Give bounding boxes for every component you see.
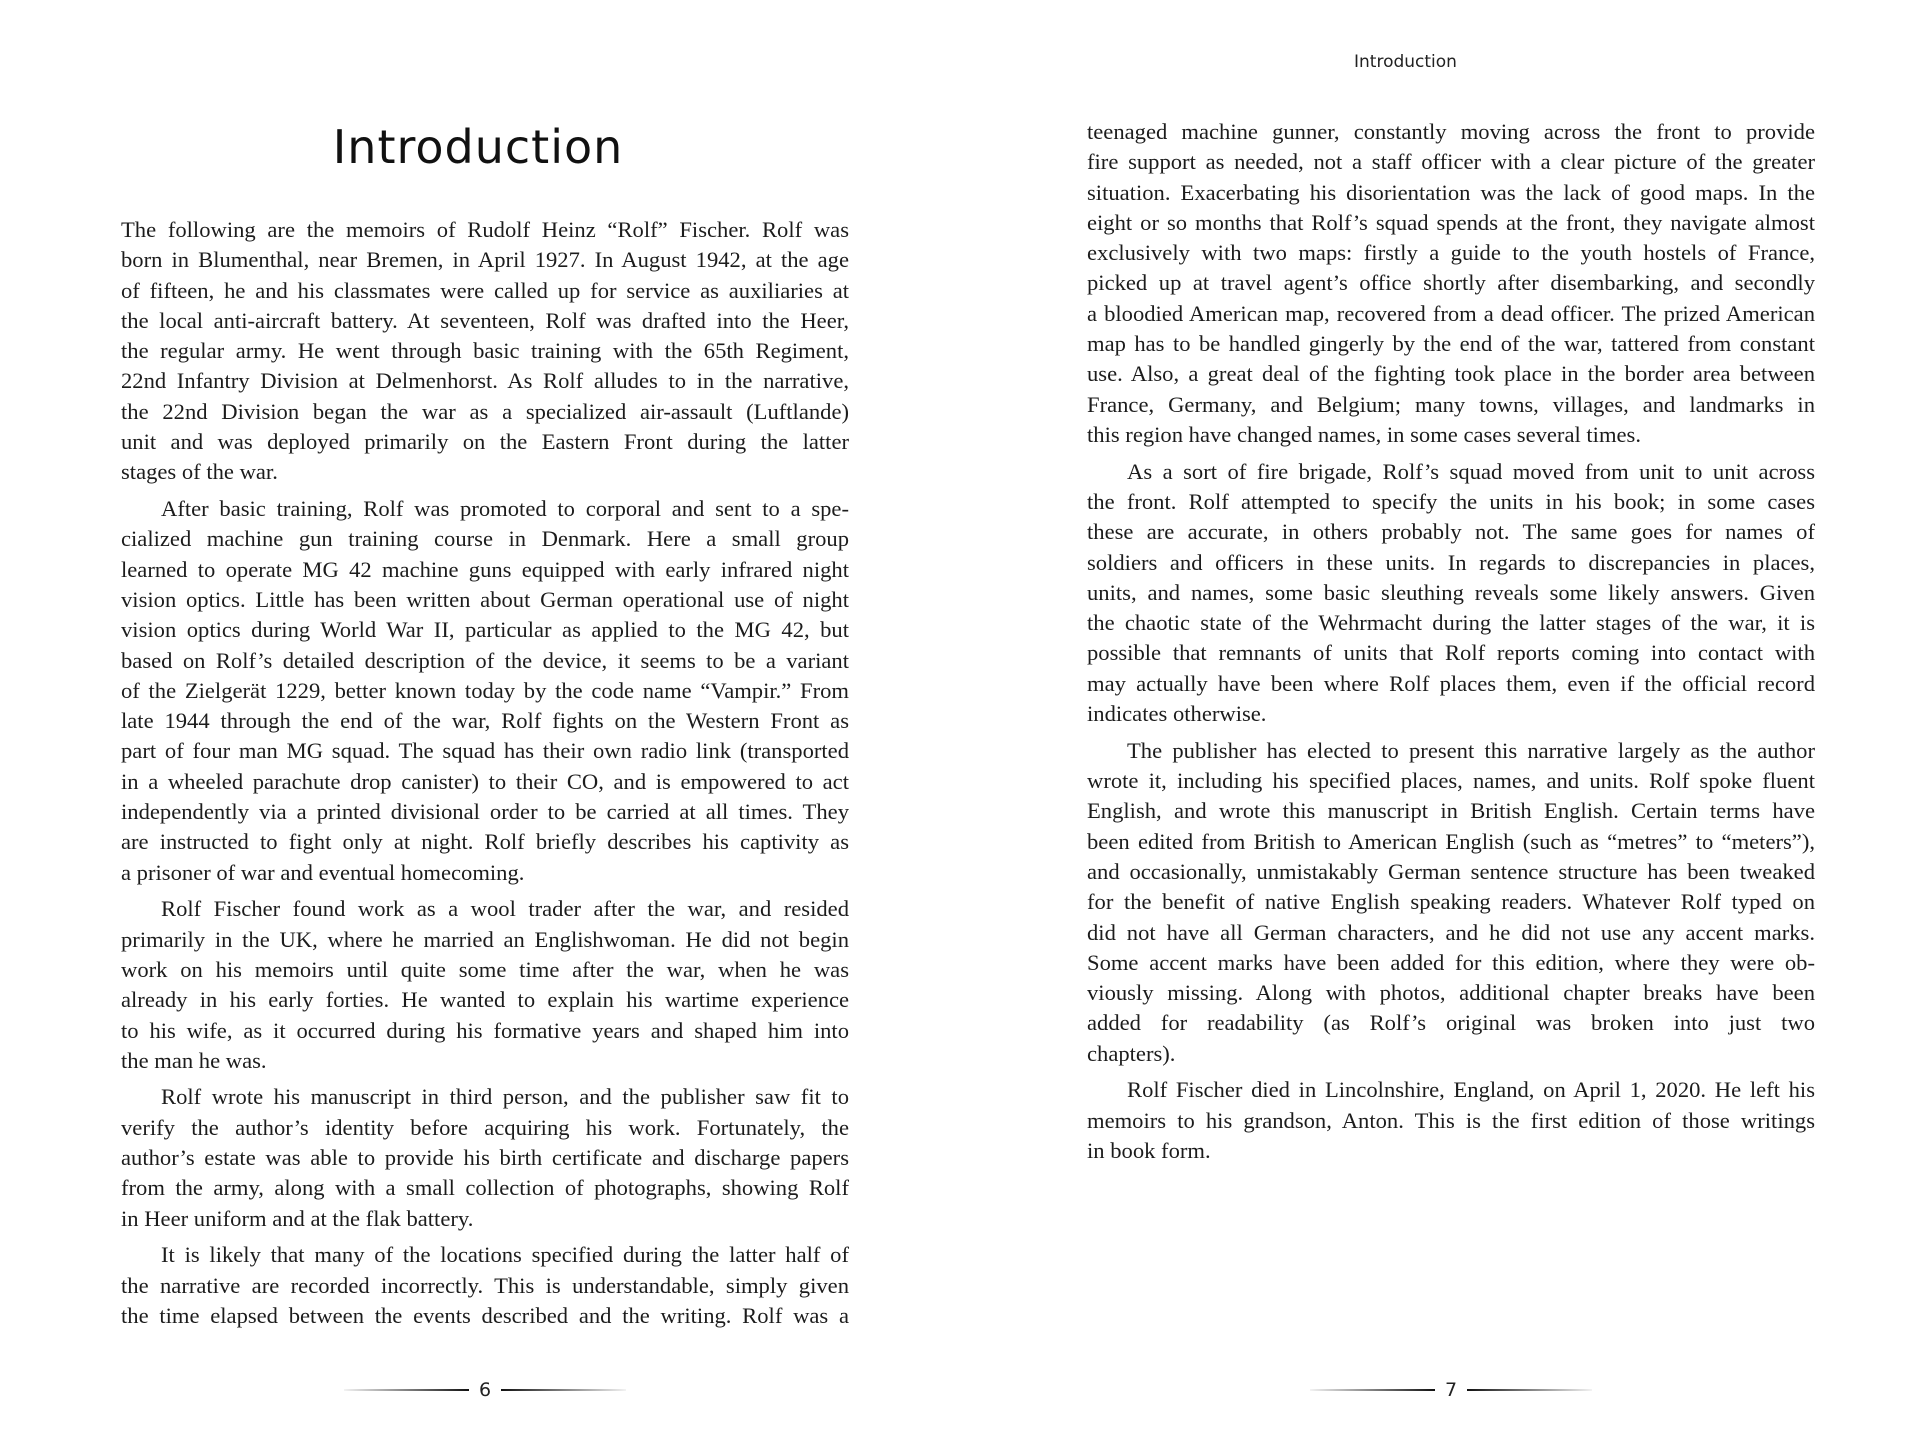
paragraph bbox=[1087, 736, 1815, 1069]
text-line: English, and wrote this manuscript in British English. Certain terms have bbox=[1087, 798, 1815, 824]
text-line: After basic training, Rolf was promoted to corporal and sent to a spe- bbox=[161, 496, 849, 522]
text-line: did not have all German characters, and he did not use any accent marks. bbox=[1087, 919, 1815, 945]
text-line: As a sort of fire brigade, Rolf’s squad moved from unit to unit across bbox=[1127, 458, 1815, 484]
text-line: the narrative are recorded incorrectly. This is understandable, simply given bbox=[121, 1272, 849, 1298]
page-footer bbox=[340, 1378, 630, 1402]
text-line: stages of the war. bbox=[121, 459, 278, 485]
paragraph bbox=[121, 215, 849, 488]
text-line: the front. Rolf attempted to specify the units in his book; in some cases bbox=[1087, 488, 1815, 514]
text-line: a bloodied American map, recovered from a dead officer. The prized American bbox=[1087, 300, 1815, 326]
text-line: of fifteen, he and his classmates were called up for service as auxiliaries at bbox=[121, 277, 849, 303]
left-page-body bbox=[121, 215, 849, 1338]
text-line: The publisher has elected to present this narrative largely as the author bbox=[1127, 737, 1815, 763]
text-line: born in Blumenthal, near Bremen, in April 1927. In August 1942, at the age bbox=[121, 247, 849, 273]
text-line: a prisoner of war and eventual homecoming. bbox=[121, 859, 525, 885]
text-line: vision optics. Little has been written about German operational use of night bbox=[121, 586, 849, 612]
page-number: 6 bbox=[478, 1379, 492, 1401]
footer-rule-right bbox=[501, 1389, 626, 1391]
text-line: viously missing. Along with photos, additional chapter breaks have been bbox=[1087, 980, 1815, 1006]
page-number: 7 bbox=[1444, 1379, 1458, 1401]
text-line: may actually have been where Rolf places them, even if the official record bbox=[1087, 670, 1815, 696]
text-line: units, and names, some basic sleuthing reveals some likely answers. Given bbox=[1087, 579, 1815, 605]
text-line: use. Also, a great deal of the fighting took place in the border area between bbox=[1087, 361, 1815, 387]
text-line: in a wheeled parachute drop canister) to their CO, and is empowered to act bbox=[121, 768, 849, 794]
text-line: vision optics during World War II, particular as applied to the MG 42, but bbox=[121, 617, 849, 643]
paragraph bbox=[1087, 117, 1815, 450]
text-line: unit and was deployed primarily on the Eastern Front during the latter bbox=[121, 429, 849, 455]
text-line: Some accent marks have been added for this edition, where they were ob- bbox=[1087, 949, 1815, 975]
footer-rule-right bbox=[1467, 1389, 1592, 1391]
text-line: based on Rolf’s detailed description of the device, it seems to be a variant bbox=[121, 647, 849, 673]
footer-rule-left bbox=[1310, 1389, 1435, 1391]
text-line: author’s estate was able to provide his birth certificate and discharge papers bbox=[121, 1145, 849, 1171]
text-line: independently via a printed divisional order to be carried at all times. They bbox=[121, 799, 849, 825]
text-line: in Heer uniform and at the flak battery. bbox=[121, 1205, 474, 1231]
text-line: been edited from British to American English (such as “metres” to “meters”), bbox=[1087, 828, 1815, 854]
running-head: Introduction bbox=[1354, 52, 1457, 72]
text-line: soldiers and officers in these units. In regards to discrepancies in places, bbox=[1087, 549, 1815, 575]
paragraph bbox=[1087, 457, 1815, 730]
footer-rule-left bbox=[344, 1389, 469, 1391]
text-line: in book form. bbox=[1087, 1137, 1211, 1163]
text-line: indicates otherwise. bbox=[1087, 701, 1267, 727]
text-line: added for readability (as Rolf’s original was broken into just two bbox=[1087, 1010, 1815, 1036]
text-line: the chaotic state of the Wehrmacht during the latter stages of the war, it is bbox=[1087, 610, 1815, 636]
text-line: are instructed to fight only at night. Rolf briefly describes his captivity as bbox=[121, 829, 849, 855]
text-line: verify the author’s identity before acquiring his work. Fortunately, the bbox=[121, 1114, 849, 1140]
text-line: picked up at travel agent’s office shortly after disembarking, and secondly bbox=[1087, 270, 1815, 296]
text-line: to his wife, as it occurred during his formative years and shaped him into bbox=[121, 1017, 849, 1043]
text-line: primarily in the UK, where he married an Englishwoman. He did not begin bbox=[121, 926, 849, 952]
text-line: late 1944 through the end of the war, Rolf fights on the Western Front as bbox=[121, 708, 849, 734]
chapter-title: Introduction bbox=[332, 120, 624, 174]
text-line: fire support as needed, not a staff officer with a clear picture of the greater bbox=[1087, 149, 1815, 175]
page-footer bbox=[1306, 1378, 1596, 1402]
text-line: the local anti-aircraft battery. At seventeen, Rolf was drafted into the Heer, bbox=[121, 307, 849, 333]
text-line: teenaged machine gunner, constantly moving across the front to provide bbox=[1087, 119, 1815, 144]
text-line: cialized machine gun training course in Denmark. Here a small group bbox=[121, 526, 849, 552]
text-line: 22nd Infantry Division at Delmenhorst. As Rolf alludes to in the narrative, bbox=[121, 368, 849, 394]
right-page bbox=[960, 0, 1920, 1440]
text-line: the 22nd Division began the war as a specialized air-assault (Luftlande) bbox=[121, 398, 849, 424]
right-page-body bbox=[1087, 117, 1815, 1173]
text-line: and occasionally, unmistakably German sentence structure has been tweaked bbox=[1087, 858, 1815, 884]
paragraph bbox=[121, 494, 849, 888]
text-line: map has to be handled gingerly by the end of the war, tattered from constant bbox=[1087, 331, 1815, 357]
text-line: eight or so months that Rolf’s squad spends at the front, they navigate almost bbox=[1087, 209, 1815, 235]
text-line: work on his memoirs until quite some time after the war, when he was bbox=[121, 956, 849, 982]
paragraph bbox=[121, 1082, 849, 1233]
text-line: the man he was. bbox=[121, 1047, 267, 1073]
text-line: this region have changed names, in some cases several times. bbox=[1087, 421, 1641, 447]
text-line: chapters). bbox=[1087, 1040, 1176, 1066]
text-line: Rolf Fischer found work as a wool trader after the war, and resided bbox=[161, 896, 849, 922]
text-line: learned to operate MG 42 machine guns equipped with early infrared night bbox=[121, 556, 849, 582]
text-line: It is likely that many of the locations specified during the latter half of bbox=[161, 1242, 849, 1268]
text-line: already in his early forties. He wanted to explain his wartime experience bbox=[121, 987, 849, 1013]
text-line: situation. Exacerbating his disorientation was the lack of good maps. In the bbox=[1087, 179, 1815, 205]
paragraph bbox=[121, 1240, 849, 1331]
text-line: from the army, along with a small collection of photographs, showing Rolf bbox=[121, 1175, 849, 1201]
text-line: France, Germany, and Belgium; many towns, villages, and landmarks in bbox=[1087, 391, 1815, 417]
paragraph bbox=[1087, 1075, 1815, 1166]
text-line: The following are the memoirs of Rudolf Heinz “Rolf” Fischer. Rolf was bbox=[121, 217, 849, 242]
text-line: exclusively with two maps: firstly a guide to the youth hostels of France, bbox=[1087, 240, 1815, 266]
paragraph bbox=[121, 894, 849, 1076]
text-line: memoirs to his grandson, Anton. This is the first edition of those writings bbox=[1087, 1107, 1815, 1133]
text-line: the regular army. He went through basic training with the 65th Regiment, bbox=[121, 338, 849, 364]
text-line: the time elapsed between the events described and the writing. Rolf was a bbox=[121, 1302, 849, 1328]
text-line: possible that remnants of units that Rolf reports coming into contact with bbox=[1087, 640, 1815, 666]
text-line: of the Zielgerät 1229, better known today by the code name “Vampir.” From bbox=[121, 677, 849, 703]
text-line: wrote it, including his specified places, names, and units. Rolf spoke fluent bbox=[1087, 768, 1815, 794]
text-line: these are accurate, in others probably not. The same goes for names of bbox=[1087, 519, 1815, 545]
text-line: for the benefit of native English speaking readers. Whatever Rolf typed on bbox=[1087, 889, 1815, 915]
text-line: Rolf Fischer died in Lincolnshire, England, on April 1, 2020. He left his bbox=[1127, 1077, 1815, 1103]
text-line: part of four man MG squad. The squad has their own radio link (transported bbox=[121, 738, 849, 764]
text-line: Rolf wrote his manuscript in third person, and the publisher saw fit to bbox=[161, 1084, 849, 1110]
